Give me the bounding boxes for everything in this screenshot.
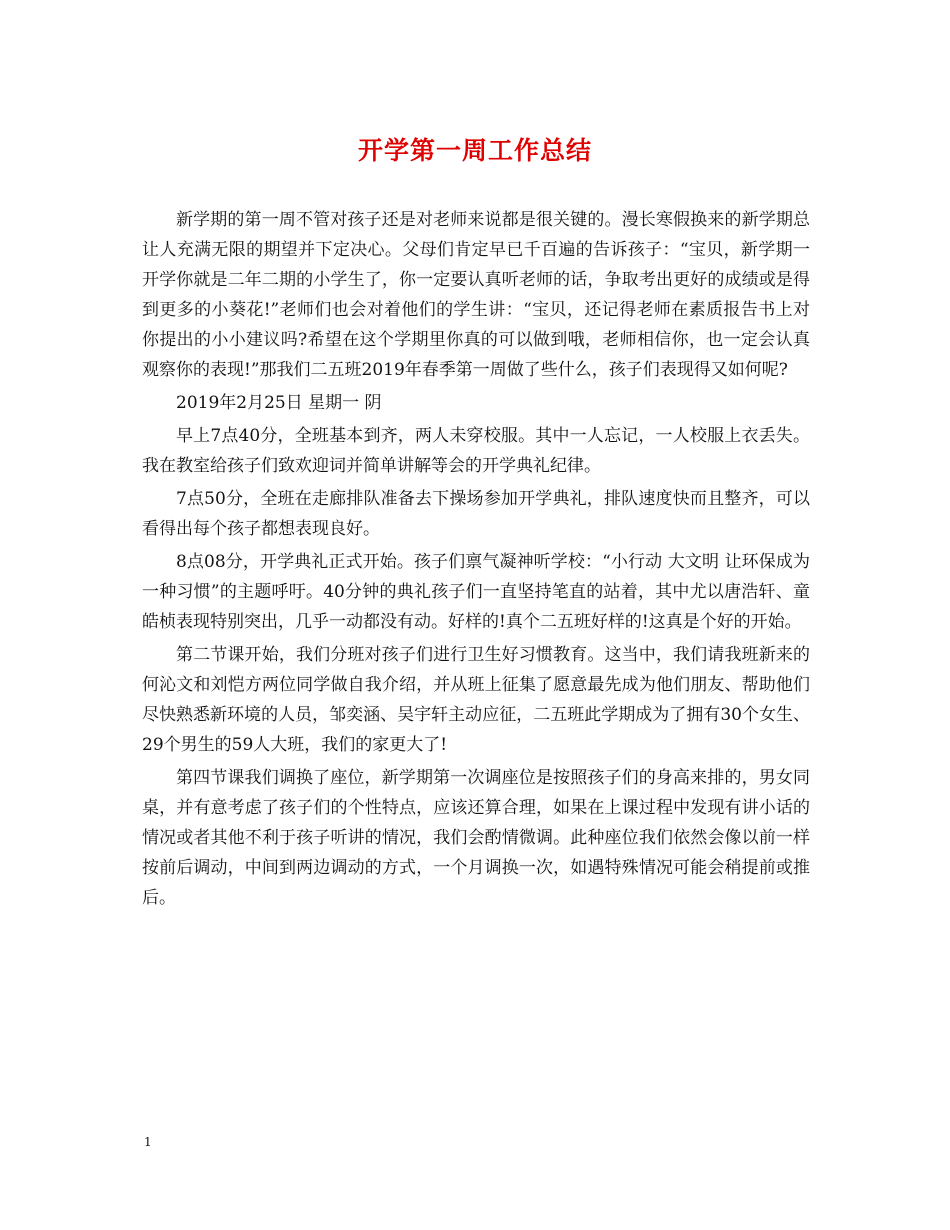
document-title: 开学第一周工作总结 bbox=[357, 136, 592, 165]
document-body bbox=[142, 205, 810, 916]
paragraph-second-class: 第二节课开始，我们分班对孩子们进行卫生好习惯教育。这当中，我们请我班新来的何沁文和刘恺方两位同学做自我介绍，并从班上征集了愿意最先成为他们朋友、帮助他们尽快熟悉新环境的人员，邹奕涵、吴宇轩主动应征，二五班此学期成为了拥有30个女生、29个男生的59人大班，我们的家更大了! bbox=[142, 645, 810, 755]
page-number: 1 bbox=[144, 1135, 152, 1149]
paragraph-ceremony: 8点08分，开学典礼正式开始。孩子们禀气凝神听学校：“小行动 大文明 让环保成为一种习惯”的主题呼吁。40分钟的典礼孩子们一直坚持笔直的站着，其中尤以唐浩轩、童皓桢表现特别突出，几乎一动都没有动。好样的!真个二五班好样的!这真是个好的开始。 bbox=[142, 552, 810, 632]
paragraph-fourth-class: 第四节课我们调换了座位，新学期第一次调座位是按照孩子们的身高来排的，男女同桌，并有意考虑了孩子们的个性特点，应该还算合理，如果在上课过程中发现有讲小话的情况或者其他不利于孩子听讲的情况，我们会酌情微调。此种座位我们依然会像以前一样按前后调动，中间到两边调动的方式，一个月调换一次，如遇特殊情况可能会稍提前或推后。 bbox=[142, 768, 810, 908]
paragraph-morning: 早上7点40分，全班基本到齐，两人未穿校服。其中一人忘记，一人校服上衣丢失。我在教室给孩子们致欢迎词并简单讲解等会的开学典礼纪律。 bbox=[142, 426, 810, 476]
paragraph-lineup: 7点50分，全班在走廊排队准备去下操场参加开学典礼，排队速度快而且整齐，可以看得出每个孩子都想表现良好。 bbox=[142, 489, 810, 539]
paragraph-date: 2019年2月25日 星期一 阴 bbox=[176, 393, 382, 413]
paragraph-intro: 新学期的第一周不管对孩子还是对老师来说都是很关键的。漫长寒假换来的新学期总让人充满无限的期望并下定决心。父母们肯定早已千百遍的告诉孩子：“宝贝，新学期一开学你就是二年二期的小学生了，你一定要认真听老师的话，争取考出更好的成绩或是得到更多的小葵花!”老师们也会对着他们的学生讲：“宝贝，还记得老师在素质报告书上对你提出的小小建议吗?希望在这个学期里你真的可以做到哦，老师相信你，也一定会认真观察你的表现!”那我们二五班2019年春季第一周做了些什么，孩子们表现得又如何呢? bbox=[142, 210, 810, 380]
